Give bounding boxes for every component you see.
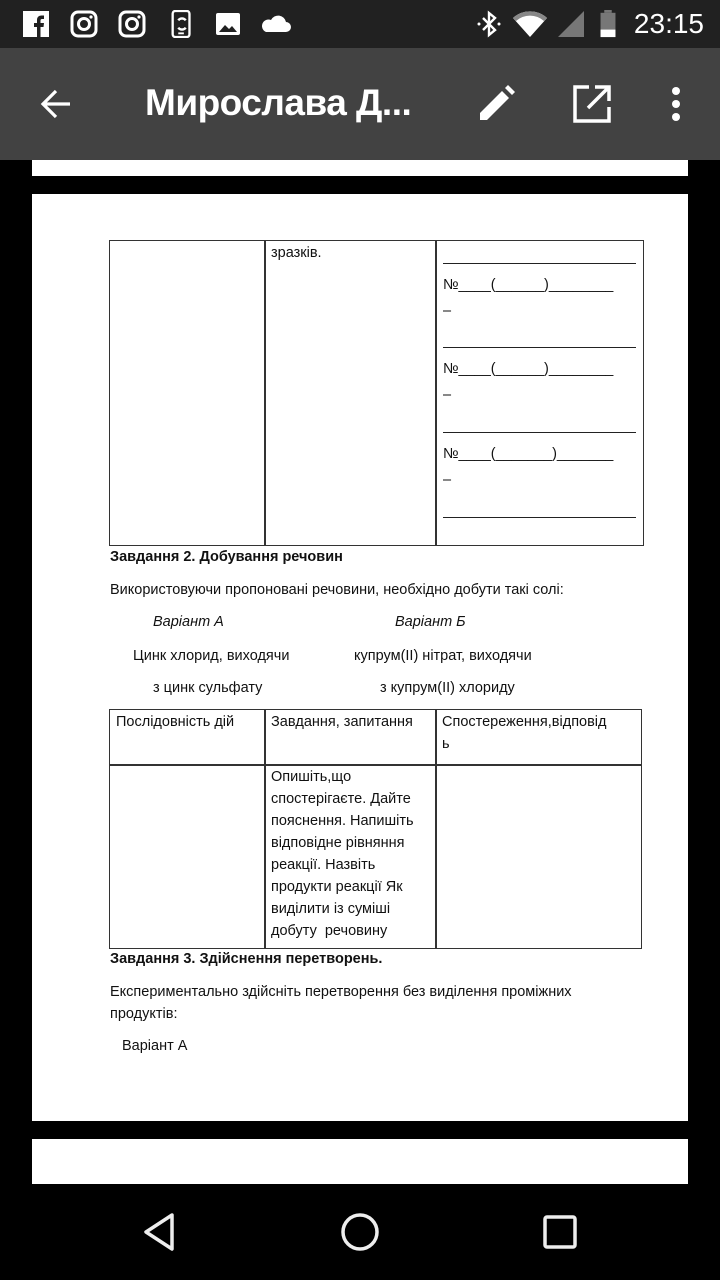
more-options-button[interactable] [652, 80, 700, 128]
more-vert-icon [670, 86, 682, 122]
image-icon [214, 10, 242, 38]
previous-page [32, 160, 688, 176]
task-line: реакції. Назвіть [271, 857, 376, 873]
table-1-cell-text: зразків. [271, 245, 322, 261]
header-observations-wrap: ь [442, 736, 450, 752]
dash: – [443, 303, 452, 319]
arrow-back-icon [38, 86, 74, 122]
dash: – [443, 472, 452, 488]
task-line: добуту речовину [271, 923, 388, 939]
task-3-variant-a: Варіант А [122, 1038, 188, 1054]
task-line: продукти реакції Як [271, 879, 403, 895]
document-page [32, 194, 688, 1121]
document-title: Мирослава Д... [145, 82, 412, 123]
sample-line: №____(______)________ [443, 277, 614, 293]
task-line: спостерігаєте. Дайте [271, 791, 411, 807]
screen-rotation-icon [168, 10, 196, 38]
cellular-signal-icon [556, 10, 586, 38]
app-bar [0, 48, 720, 160]
table-divider [435, 241, 437, 545]
answer-line [443, 517, 636, 518]
nav-back-button[interactable] [136, 1208, 184, 1256]
nav-home-button[interactable] [336, 1208, 384, 1256]
answer-line [443, 263, 636, 264]
task-line: Опишіть,що [271, 769, 352, 785]
table-2 [109, 709, 642, 949]
header-task: Завдання, запитання [271, 714, 413, 730]
task-3-intro-line-1: Експериментально здійсніть перетворення без виділення проміжних [110, 984, 572, 1000]
instagram-icon [70, 10, 98, 38]
clock: 23:15 [633, 8, 704, 39]
edit-button[interactable] [472, 80, 520, 128]
wifi-icon [512, 10, 548, 38]
table-divider [264, 241, 266, 545]
instagram-icon [118, 10, 146, 38]
variant-a-line-1: Цинк хлорид, виходячи [133, 648, 290, 664]
variant-b-label: Варіант Б [395, 614, 466, 630]
task-3-intro-line-2: продуктів: [110, 1006, 178, 1022]
nav-back-icon [142, 1212, 178, 1252]
task-2-heading: Завдання 2. Добування речовин [110, 549, 343, 565]
navigation-bar [0, 1184, 720, 1280]
open-in-new-icon [572, 84, 612, 124]
battery-icon [598, 10, 618, 38]
back-button[interactable] [32, 80, 80, 128]
answer-line [443, 347, 636, 348]
nav-home-icon [340, 1212, 380, 1252]
variant-a-label: Варіант А [153, 614, 224, 630]
open-external-button[interactable] [568, 80, 616, 128]
dash: – [443, 387, 452, 403]
variant-a-line-2: з цинк сульфату [153, 680, 263, 696]
sample-line: №____(_______)_______ [443, 446, 614, 462]
table-1 [109, 240, 644, 546]
pencil-icon [476, 84, 516, 124]
header-sequence: Послідовність дій [116, 714, 235, 730]
cloud-icon [258, 10, 292, 38]
task-line: відповідне рівняння [271, 835, 405, 851]
bluetooth-icon [476, 10, 502, 38]
answer-line [443, 432, 636, 433]
table-divider [110, 764, 641, 766]
task-line: пояснення. Напишіть [271, 813, 414, 829]
variant-b-line-2: з купрум(II) хлориду [380, 680, 515, 696]
task-3-heading: Завдання 3. Здійснення перетворень. [110, 951, 383, 967]
task-line: виділити із суміші [271, 901, 391, 917]
table-divider [435, 710, 437, 948]
sample-line: №____(______)________ [443, 361, 614, 377]
task-2-intro: Використовуючи пропоновані речовини, необхідно добути такі солі: [110, 582, 564, 598]
status-bar [0, 0, 720, 48]
nav-recents-icon [542, 1214, 578, 1250]
next-page [32, 1139, 688, 1184]
variant-b-line-1: купрум(II) нітрат, виходячи [354, 648, 532, 664]
facebook-icon [22, 10, 50, 38]
header-observations: Спостереження,відповід [442, 714, 607, 730]
table-divider [264, 710, 266, 948]
nav-recents-button[interactable] [536, 1208, 584, 1256]
